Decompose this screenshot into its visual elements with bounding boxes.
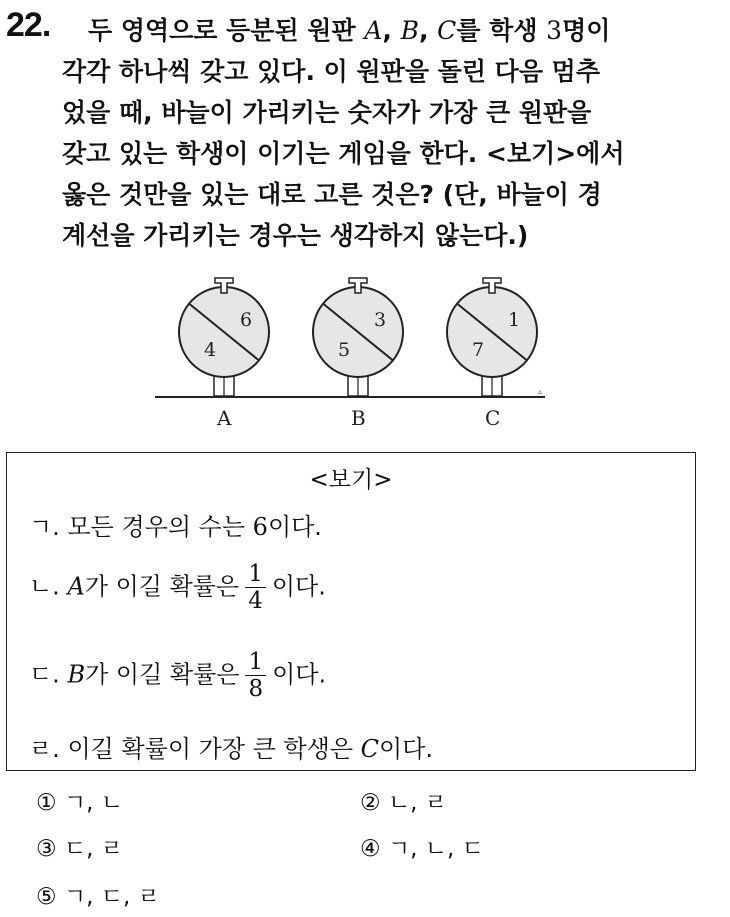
item-variable: C bbox=[360, 735, 380, 763]
stem-text: 명이 bbox=[562, 16, 611, 45]
spinner-b bbox=[313, 278, 403, 430]
item-text: 가 이길 확률은 bbox=[84, 572, 240, 601]
stem-line bbox=[62, 133, 712, 174]
choice-3[interactable]: ③ ㄷ, ㄹ bbox=[36, 836, 123, 862]
spinner-c bbox=[447, 278, 537, 430]
stem-line bbox=[62, 92, 712, 133]
spinner-bottom-value: 4 bbox=[204, 339, 217, 361]
stem-text: 두 영역으로 등분된 원판 bbox=[88, 16, 365, 45]
stem-line bbox=[62, 51, 712, 92]
spinner-bottom-value: 5 bbox=[338, 339, 351, 361]
spinner-a bbox=[179, 278, 269, 430]
choice-5[interactable]: ⑤ ㄱ, ㄷ, ㄹ bbox=[36, 884, 160, 910]
item-text: 이길 확률이 가장 큰 학생은 bbox=[67, 735, 361, 763]
stem-line bbox=[62, 174, 712, 215]
question-stem bbox=[62, 10, 712, 256]
stem-variable: A bbox=[364, 16, 383, 45]
item-variable: B bbox=[67, 660, 86, 689]
choice-4[interactable]: ④ ㄱ, ㄴ, ㄷ bbox=[360, 836, 484, 862]
corner-mark: ▵ bbox=[538, 387, 543, 396]
spinner-bottom-value: 7 bbox=[472, 339, 485, 361]
fraction bbox=[245, 561, 266, 614]
bogi-box bbox=[6, 452, 696, 771]
item-variable: A bbox=[67, 572, 85, 601]
item-suffix: 이다. bbox=[379, 735, 434, 763]
stem-text: 옳은 것만을 있는 대로 고른 것은? (단, 바늘이 경 bbox=[62, 180, 602, 209]
stem-text: , bbox=[418, 16, 438, 45]
fraction-numerator: 1 bbox=[245, 649, 266, 676]
stem-text: , bbox=[382, 16, 401, 45]
fraction-numerator: 1 bbox=[245, 561, 266, 588]
item-marker: ㄴ. bbox=[29, 572, 60, 601]
bogi-item-1 bbox=[29, 507, 322, 542]
bogi-item-3 bbox=[29, 649, 326, 702]
stem-line bbox=[62, 215, 712, 256]
bogi-title: <보기> bbox=[309, 467, 393, 493]
stem-number: 3 bbox=[546, 16, 563, 45]
item-suffix: 이다. bbox=[272, 660, 327, 689]
spinner-figure bbox=[150, 276, 550, 436]
item-number: 6 bbox=[252, 513, 268, 541]
stem-variable: C bbox=[437, 16, 457, 45]
stem-text: 갖고 있는 학생이 이기는 게임을 한다. <보기>에서 bbox=[62, 139, 625, 168]
fraction-denominator: 8 bbox=[248, 676, 264, 702]
spinner-label: B bbox=[351, 406, 366, 430]
item-text: 모든 경우의 수는 bbox=[67, 513, 253, 541]
fraction-denominator: 4 bbox=[248, 588, 263, 614]
item-text: 가 이길 확률은 bbox=[85, 660, 240, 689]
stem-text: 각각 하나씩 갖고 있다. 이 원판을 돌린 다음 멈추 bbox=[62, 57, 600, 86]
stem-text: 었을 때, 바늘이 가리키는 숫자가 가장 큰 원판을 bbox=[62, 98, 592, 127]
choice-2[interactable]: ② ㄴ, ㄹ bbox=[360, 790, 447, 816]
stem-text: 계선을 가리키는 경우는 생각하지 않는다.) bbox=[62, 221, 529, 250]
item-marker: ㄷ. bbox=[29, 660, 60, 689]
bogi-item-4 bbox=[29, 729, 433, 764]
choice-1[interactable]: ① ㄱ, ㄴ bbox=[36, 790, 123, 816]
item-suffix: 이다. bbox=[267, 513, 322, 541]
question-number: 22. bbox=[6, 6, 51, 44]
fraction bbox=[245, 649, 266, 702]
item-marker: ㄹ. bbox=[29, 735, 60, 763]
spinner-label: C bbox=[485, 406, 501, 430]
bogi-item-2 bbox=[29, 561, 326, 614]
item-suffix: 이다. bbox=[271, 572, 326, 601]
stem-line bbox=[62, 10, 712, 51]
item-marker: ㄱ. bbox=[29, 513, 60, 541]
spinner-label: A bbox=[217, 406, 232, 430]
stem-variable: B bbox=[400, 16, 419, 45]
spinner-top-value: 6 bbox=[240, 309, 253, 331]
spinner-top-value: 3 bbox=[374, 309, 387, 331]
stem-text: 를 학생 bbox=[456, 16, 547, 45]
spinner-top-value: 1 bbox=[508, 309, 521, 331]
